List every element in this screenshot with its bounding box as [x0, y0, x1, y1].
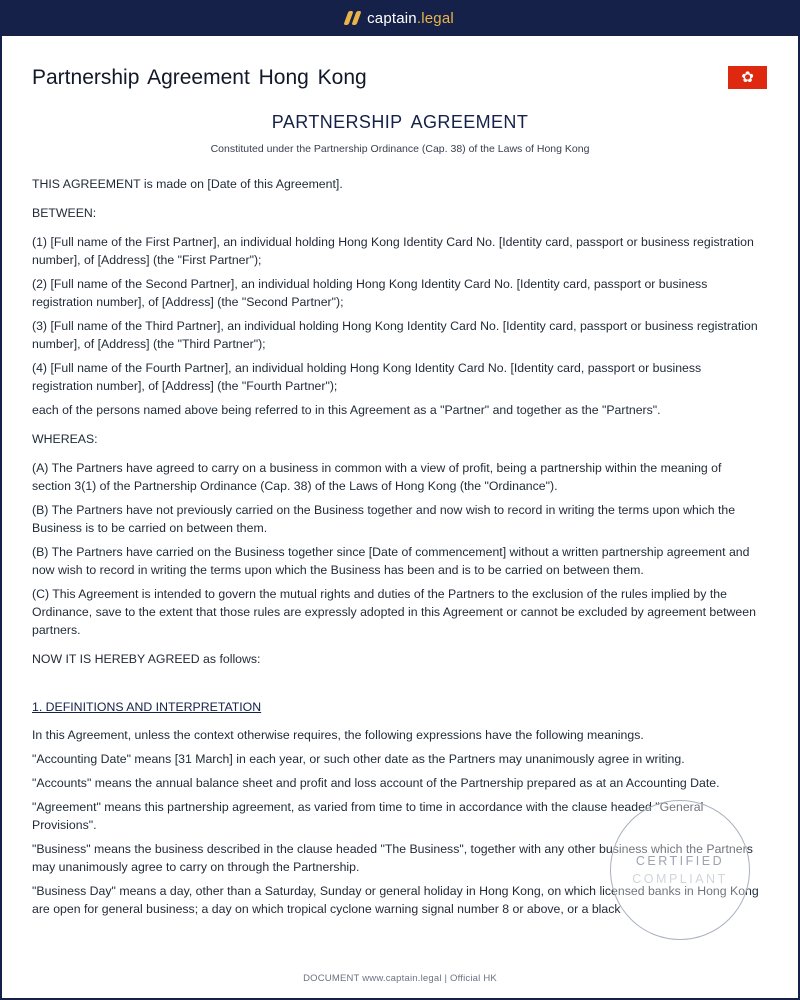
- recital-b-first: (B) The Partners have not previously carried on the Business together and now wish to record in writing the terms upon which the Business is to be carried on between them.: [32, 503, 736, 535]
- bauhinia-icon: ✿: [741, 69, 754, 86]
- stamp-line-certified: CERTIFIED: [635, 854, 725, 868]
- party-3: (3) [Full name of the Third Partner], an individual holding Hong Kong Identity Card No. [Identity card, passport or business registration number], of [Address] (the "Third Partner");: [32, 319, 758, 351]
- definition-accounts: "Accounts" means the annual balance sheet and profit and loss account of the Partnership prepared as at an Accounting Date.: [32, 776, 720, 790]
- hong-kong-flag-icon: [728, 66, 767, 89]
- partners-definition: each of the persons named above being referred to in this Agreement as a "Partner" and together as the "Partners".: [32, 403, 661, 417]
- agreement-heading: PARTNERSHIP AGREEMENT: [271, 112, 529, 132]
- party-2: (2) [Full name of the Second Partner], an individual holding Hong Kong Identity Card No. [Identity card, passport or business registration number], of [Address] (the "Second Partner");: [32, 277, 708, 309]
- between-label: BETWEEN:: [32, 206, 97, 220]
- definition-business: "Business" means the business described in the clause headed "The Business", together with any other business which the Partners may unanimously agree to carry on through the Partnership.: [32, 842, 753, 874]
- definition-accounting-date: "Accounting Date" means [31 March] in each year, or such other date as the Partners may unanimously agree in writing.: [32, 752, 685, 766]
- document-footer: DOCUMENT www.captain.legal | Official HK: [303, 973, 497, 984]
- brand-name-tld: .legal: [416, 9, 454, 27]
- definition-agreement: "Agreement" means this partnership agreement, as varied from time to time in accordance with the clause headed "General Provisions".: [32, 800, 704, 832]
- brand-logo[interactable]: [346, 10, 454, 27]
- agreed-clause: NOW IT IS HEREBY AGREED as follows:: [32, 652, 261, 666]
- stamp-line-compliant: COMPLIANT: [632, 872, 728, 886]
- brand-name-main: captain: [367, 9, 417, 27]
- top-bar: [0, 0, 800, 36]
- definitions-intro: In this Agreement, unless the context otherwise requires, the following expressions have the following meanings.: [32, 728, 644, 742]
- whereas-label: WHEREAS:: [32, 432, 98, 446]
- recital-c: (C) This Agreement is intended to govern the mutual rights and duties of the Partners to the exclusion of the rules implied by the Ordinance, save to the extent that those rules are expressly adopted in this Agreement or cannot be excluded by agreement between partners.: [32, 587, 756, 637]
- party-1: (1) [Full name of the First Partner], an individual holding Hong Kong Identity Card No. [Identity card, passport or business registration number], of [Address] (the "First Partner");: [32, 235, 754, 267]
- document-title: Partnership Agreement Hong Kong: [32, 66, 367, 89]
- definition-business-day: "Business Day" means a day, other than a Saturday, Sunday or general holiday in Hong Kong, on which licensed banks in Hong Kong are open for general business; a day on which tropical cyclone warning signal number 8 or above, or a black: [32, 884, 759, 916]
- party-4: (4) [Full name of the Fourth Partner], an individual holding Hong Kong Identity Card No. [Identity card, passport or business registration number], of [Address] (the "Fourth Partner");: [32, 361, 702, 393]
- captain-legal-logo-icon: [344, 11, 362, 25]
- brand-name: [367, 10, 454, 27]
- recital-a: (A) The Partners have agreed to carry on a business in common with a view of profit, being a partnership within the meaning of section 3(1) of the Partnership Ordinance (Cap. 38) of the Laws of Hong Kong (the "Ordinance").: [32, 461, 722, 493]
- certified-compliant-stamp: [610, 800, 750, 940]
- agreement-subheading: Constituted under the Partnership Ordinance (Cap. 38) of the Laws of Hong Kong: [210, 143, 590, 155]
- intro-paragraph: THIS AGREEMENT is made on [Date of this Agreement].: [32, 177, 343, 191]
- recital-b-second: (B) The Partners have carried on the Business together since [Date of commencement] without a written partnership agreement and now wish to record in writing the terms upon which the Business has been and is to be carried on between them.: [32, 545, 750, 577]
- section-title-definitions: 1. DEFINITIONS AND INTERPRETATION: [32, 700, 262, 714]
